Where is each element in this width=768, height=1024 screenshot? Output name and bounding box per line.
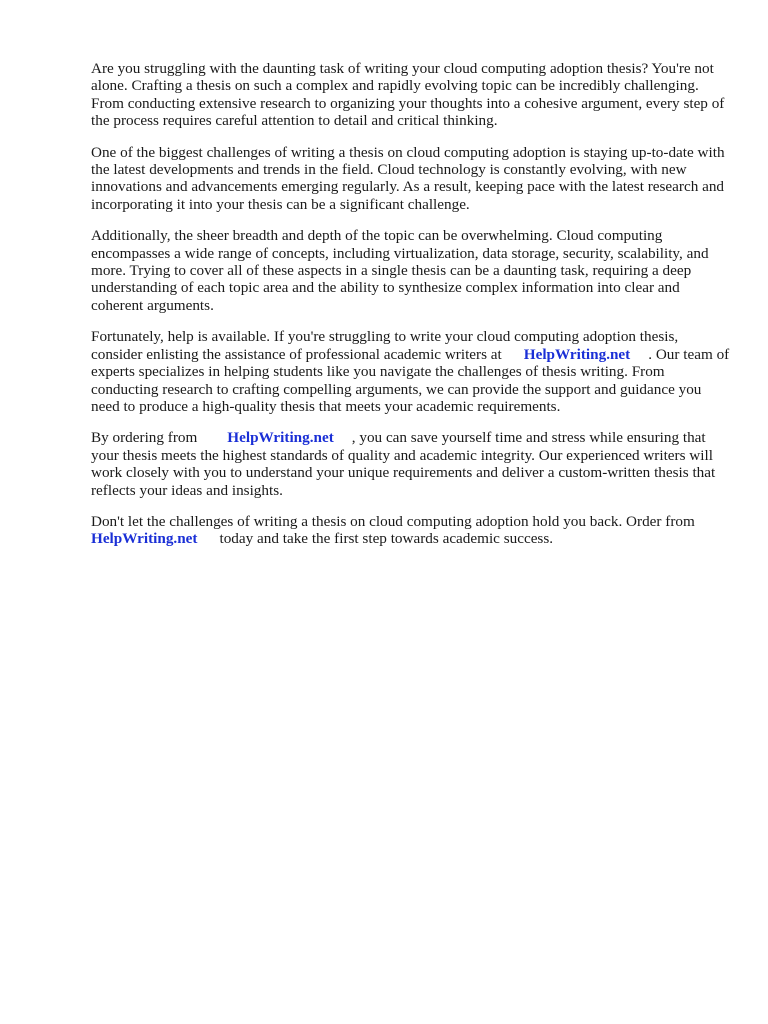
- paragraph-closing-text-before: Don't let the challenges of writing a thesis on cloud computing adoption hold you back. Order from: [91, 512, 695, 530]
- helpwriting-link[interactable]: HelpWriting.net: [227, 429, 334, 447]
- paragraph-challenges: One of the biggest challenges of writing a thesis on cloud computing adoption is staying up-to-date with the latest developments and trends in the field. Cloud technology is constantly evolving, with new innovations and advancements emerging regularly. As a result, keeping pace with the latest research and incorporating it into your thesis can be a significant challenge.: [91, 143, 725, 213]
- paragraph-closing: [91, 513, 731, 548]
- paragraph-breadth: Additionally, the sheer breadth and depth of the topic can be overwhelming. Cloud computing encompasses a wide range of concepts, including virtualization, data storage, security, scalability, and more. Trying to cover all of these aspects in a single thesis can be a daunting task, requiring a deep understanding of each topic area and the ability to synthesize complex information into clear and coherent arguments.: [91, 227, 709, 314]
- paragraph-help-text-after: . Our team of experts specializes in helping students like you navigate the challenges of thesis writing. From conducting research to crafting compelling arguments, we can provide the support and guidance you need to produce a high-quality thesis that meets your academic requirements.: [91, 345, 730, 415]
- helpwriting-link[interactable]: HelpWriting.net: [523, 345, 631, 363]
- helpwriting-link[interactable]: HelpWriting.net: [91, 530, 198, 548]
- document-body: [91, 60, 731, 562]
- paragraph-help-text-before: Fortunately, help is available. If you're struggling to write your cloud computing adoption thesis, consider enlisting the assistance of professional academic writers at: [91, 328, 679, 363]
- paragraph-closing-text-after: today and take the first step towards academic success.: [219, 530, 554, 548]
- paragraph-ordering-text-after: , you can save yourself time and stress while ensuring that your thesis meets the highest standards of quality and academic integrity. Our experienced writers will work closely with you to understand your unique requirements and deliver a custom-written thesis that reflects your ideas and insights.: [91, 429, 716, 499]
- paragraph-ordering: [91, 429, 731, 499]
- paragraph-ordering-text-before: By ordering from: [91, 429, 198, 447]
- paragraph-intro: Are you struggling with the daunting task of writing your cloud computing adoption thesis? You're not alone. Crafting a thesis on such a complex and rapidly evolving topic can be incredibly challenging. From conducting extensive research to organizing your thoughts into a cohesive argument, every step of the process requires careful attention to detail and critical thinking.: [91, 60, 725, 130]
- paragraph-help: [91, 328, 731, 415]
